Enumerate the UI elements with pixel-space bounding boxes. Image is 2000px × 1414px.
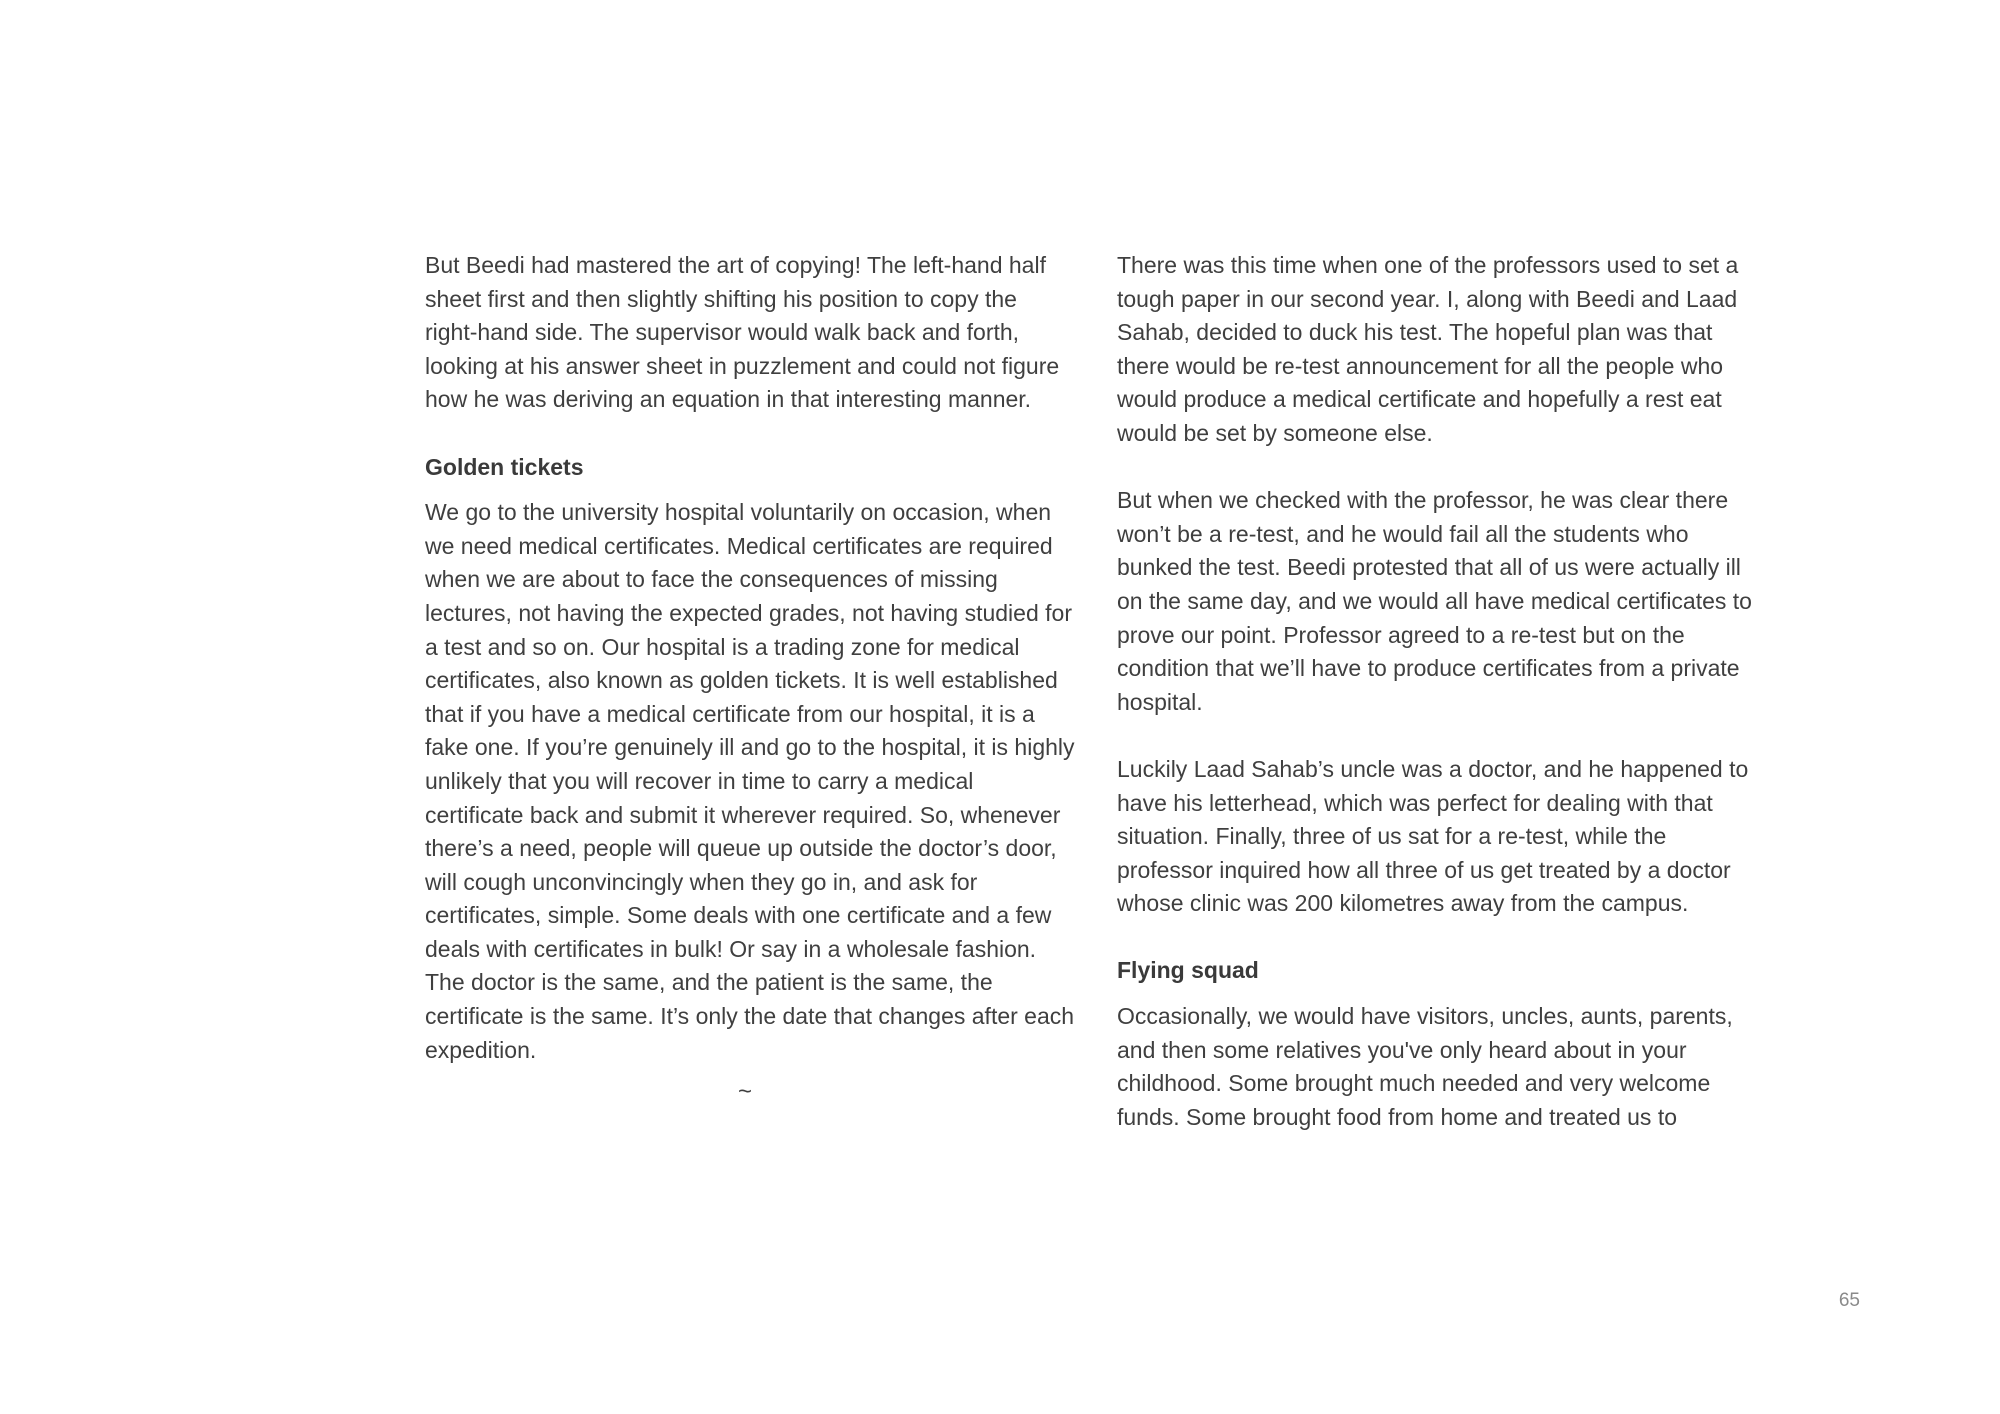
heading-golden-tickets: Golden tickets (425, 453, 584, 480)
heading-flying-squad: Flying squad (1117, 957, 1259, 984)
paragraph-visitors: Occasionally, we would have visitors, uncles, aunts, parents, and then some relatives you've only heard about in your childhood. Some brought much needed and very welcome funds. Some brought food from home and treated us to (1117, 1003, 1733, 1130)
paragraph-tough-paper: There was this time when one of the professors used to set a tough paper in our second year. I, along with Beedi and Laad Sahab, decided to duck his test. The hopeful plan was that there would be re-test announcement for all the people who would produce a medical certificate and hopefully a rest eat would be set by someone else. (1117, 252, 1739, 446)
left-column (425, 249, 1075, 1107)
paragraph-copying: But Beedi had mastered the art of copying! The left-hand half sheet first and then slightly shifting his position to copy the right-hand side. The supervisor would walk back and forth, looking at his answer sheet in puzzlement and could not figure how he was deriving an equation in that interesting manner. (425, 252, 1060, 413)
paragraph-golden-tickets: We go to the university hospital voluntarily on occasion, when we need medical certificates. Medical certificates are required when we are about to face the consequences of missing lectures, not having the expected grades, not having studied for a test and so on. Our hospital is a trading zone for medical certificates, also known as golden tickets. It is well established that if you have a medical certificate from our hospital, it is a fake one. If you’re genuinely ill and go to the hospital, it is highly unlikely that you will recover in time to carry a medical certificate back and submit it wherever required. So, whenever there’s a need, people will queue up outside the doctor’s door, will cough unconvincingly when they go in, and ask for certificates, simple. Some deals with one certificate and a few deals with certificates in bulk! Or say in a wholesale fashion. The doctor is the same, and the patient is the same, the certificate is the same. It’s only the date that changes after each expedition. (425, 499, 1075, 1063)
paragraph-retest: But when we checked with the professor, he was clear there won’t be a re-test, and he would fail all the students who bunked the test. Beedi protested that all of us were actually ill on the same day, and we would all have medical certificates to prove our point. Professor agreed to a re-test but on the condition that we’ll have to produce certificates from a private hospital. (1117, 487, 1752, 715)
section-separator: ~ (737, 1078, 752, 1106)
right-column (1117, 249, 1767, 1168)
page-number: 65 (1838, 1290, 1860, 1311)
paragraph-letterhead: Luckily Laad Sahab’s uncle was a doctor, and he happened to have his letterhead, which was perfect for dealing with that situation. Finally, three of us sat for a re-test, while the professor inquired how all three of us get treated by a doctor whose clinic was 200 kilometres away from the campus. (1117, 755, 1749, 917)
